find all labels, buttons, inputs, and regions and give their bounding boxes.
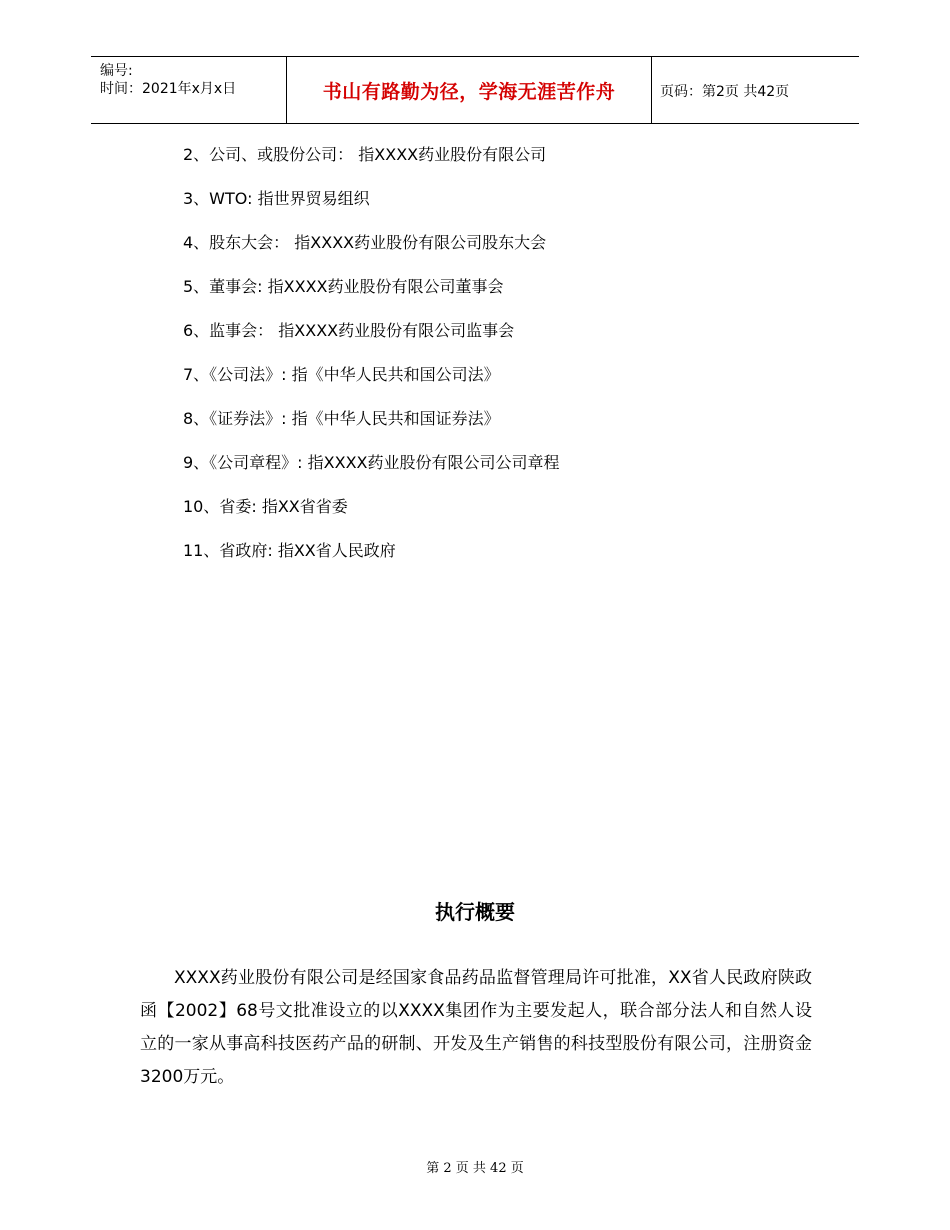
- definition-item: 5、董事会: 指XXXX药业股份有限公司董事会: [183, 277, 504, 296]
- definition-item: 11、省政府: 指XX省人民政府: [183, 541, 396, 560]
- document-header: [91, 56, 859, 124]
- definition-item: 7、《公司法》: 指《中华人民共和国公司法》: [183, 365, 500, 384]
- header-page-cell: [651, 57, 859, 123]
- header-page-info: 页码：第2页 共42页: [660, 84, 790, 100]
- header-motto-cell: [286, 57, 652, 123]
- header-motto: 书山有路勤为径，学海无涯苦作舟: [322, 81, 616, 103]
- summary-paragraph: XXXX药业股份有限公司是经国家食品药品监督管理局许可批准，XX省人民政府陕政函【2002】68号文批准设立的以XXXX集团作为主要发起人，联合部分法人和自然人设立的一家从事高科技医药产品的研制、开发及生产销售的科技型股份有限公司，注册资金3200万元。: [140, 968, 812, 1087]
- definition-item: 6、监事会： 指XXXX药业股份有限公司监事会: [183, 321, 515, 340]
- definitions-list: [183, 144, 560, 584]
- definition-item: 8、《证券法》: 指《中华人民共和国证券法》: [183, 409, 500, 428]
- header-meta-cell: [91, 57, 286, 123]
- definition-item: 9、《公司章程》: 指XXXX药业股份有限公司公司章程: [183, 453, 560, 472]
- page-footer: 第 2 页 共 42 页: [426, 1161, 524, 1176]
- definition-item: 10、省委: 指XX省省委: [183, 497, 348, 516]
- section-title: 执行概要: [435, 900, 515, 924]
- definition-item: 3、WTO: 指世界贸易组织: [183, 189, 370, 208]
- definition-item: 2、公司、或股份公司： 指XXXX药业股份有限公司: [183, 145, 547, 164]
- document-number-label: 编号:: [100, 63, 133, 79]
- definition-item: 4、股东大会： 指XXXX药业股份有限公司股东大会: [183, 233, 547, 252]
- document-date-label: 时间：2021年x月x日: [100, 81, 237, 97]
